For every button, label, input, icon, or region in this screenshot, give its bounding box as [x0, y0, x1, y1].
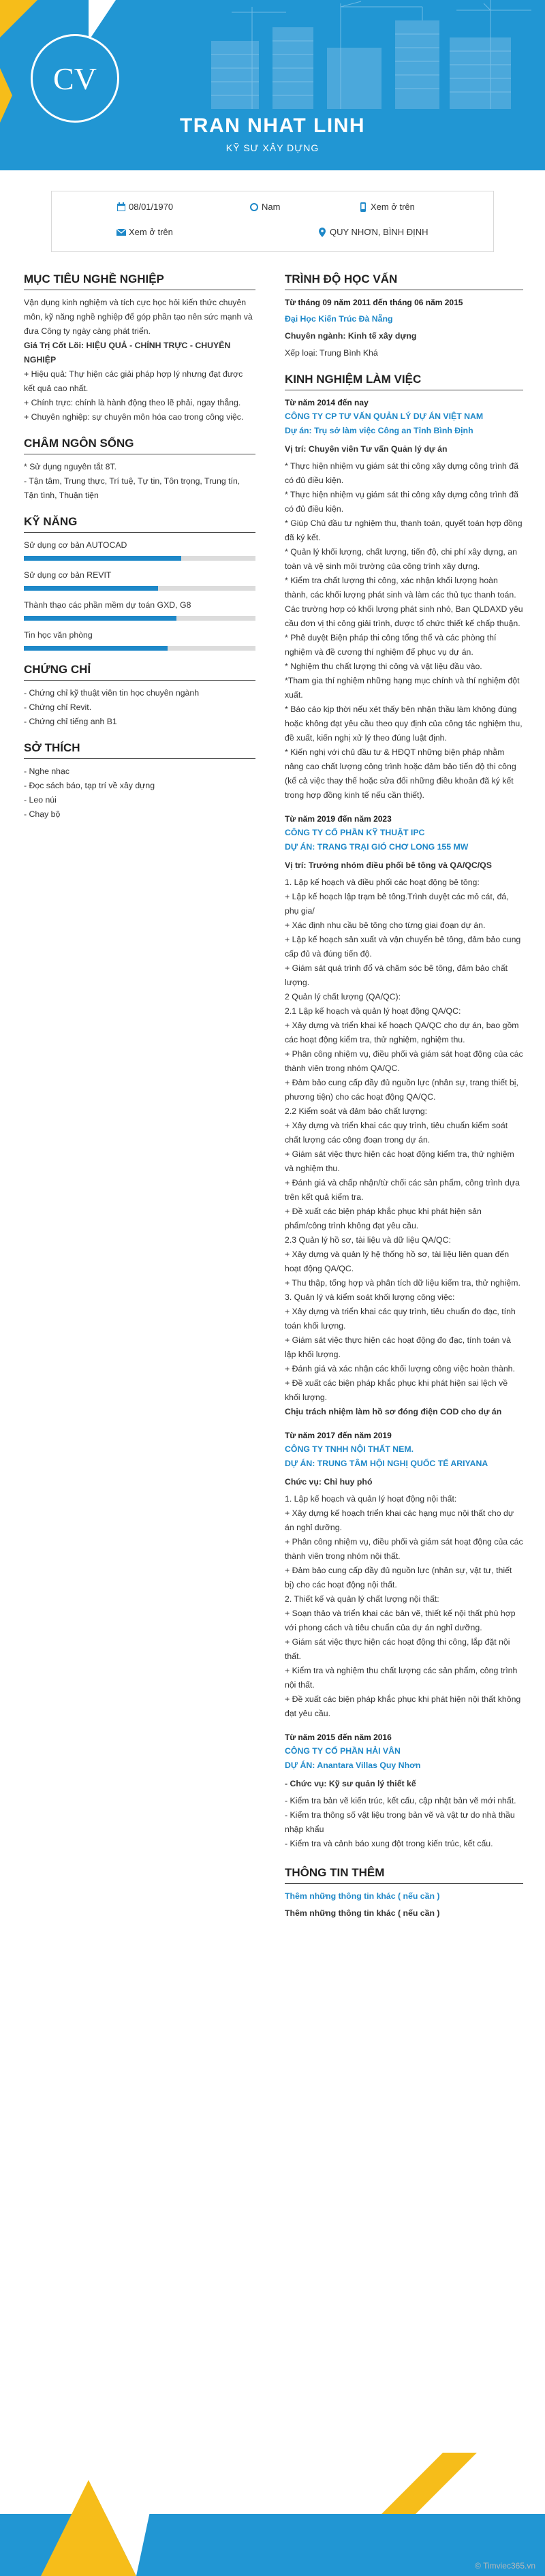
job-position: Vị trí: Chuyên viên Tư vấn Quản lý dự án — [285, 444, 448, 454]
avatar-text: CV — [53, 61, 97, 96]
job-details — [285, 1794, 523, 1851]
job-detail-line: + Lập kế hoạch sản xuất và vận chuyển bê tông, đảm bảo cung cấp đủ và đúng tiến độ. — [285, 935, 521, 959]
education-school: Đại Học Kiến Trúc Đà Nẵng — [285, 314, 393, 324]
job-detail-line: + Đảm bảo cung cấp đầy đủ nguồn lực (nhân sự, vật tư, thiết bị) cho các hoạt động nội thất. — [285, 1566, 512, 1589]
hobby-item: - Nghe nhạc — [24, 766, 69, 776]
experience-entry — [285, 396, 523, 803]
skill-label: Sử dụng cơ bản AUTOCAD — [24, 540, 127, 550]
job-company: CÔNG TY CỔ PHẦN KỸ THUẬT IPC — [285, 828, 425, 837]
objective-item: + Chính trực: chính là hành động theo lẽ phải, ngay thẳng. — [24, 398, 241, 407]
contact-gender — [249, 202, 280, 212]
job-detail-line: 3. Quản lý và kiểm soát khối lượng công việc: — [285, 1292, 455, 1302]
job-date: Từ năm 2019 đến năm 2023 — [285, 814, 392, 824]
certificates-title: CHỨNG CHỈ — [24, 663, 255, 681]
skill-bar — [24, 646, 255, 651]
job-detail-line: + Kiểm tra và nghiệm thu chất lượng các sản phẩm, công trình nội thất. — [285, 1666, 518, 1690]
job-details — [285, 1492, 523, 1721]
job-detail-line: * Giúp Chủ đầu tư nghiệm thu, thanh toán, quyết toán hợp đồng đã ký kết. — [285, 518, 523, 542]
education-title: TRÌNH ĐỘ HỌC VẤN — [285, 273, 523, 290]
job-detail-line: + Phân công nhiệm vụ, điều phối và giám sát hoạt động của các thành viên trong nhóm QA/QC. — [285, 1049, 523, 1073]
objective-item: + Hiệu quả: Thự hiện các giải pháp hợp lý nhưng đạt được kết quả cao nhất. — [24, 369, 243, 393]
job-company: CÔNG TY CP TƯ VẤN QUẢN LÝ DỰ ÁN VIỆT NAM — [285, 412, 484, 421]
job-detail-line: * Quản lý khối lượng, chất lượng, tiến độ, chi phí xây dựng, an toàn và vệ sinh môi trường của công trình xây dựng. — [285, 547, 517, 571]
job-detail-line: * Kiểm tra chất lượng thi công, xác nhận khối lượng hoàn thành, các khối lượng phát sinh và làm các thủ tục thanh toán. Các trường hợp có khối lượng phát sinh nhỏ, Ban QLDAXD yêu cầu đơn vị thi công giải trình, được tổ chức thiết kế chấp thuận. — [285, 576, 523, 628]
more-info-line: Thêm những thông tin khác ( nếu cần ) — [285, 1908, 440, 1918]
header-banner — [0, 0, 545, 170]
phone-icon — [358, 202, 368, 212]
job-detail-line: 1. Lập kế hoạch và điều phối các hoạt động bê tông: — [285, 878, 480, 887]
skill-bar — [24, 556, 255, 561]
job-detail-line: 1. Lập kế hoạch và quản lý hoạt động nội thất: — [285, 1494, 457, 1504]
corner-accent-white — [89, 0, 116, 41]
hobby-item: - Đọc sách báo, tạp trí về xây dựng — [24, 781, 155, 790]
job-title: KỸ SƯ XÂY DỰNG — [225, 142, 320, 153]
corner-accent-yellow — [0, 0, 37, 37]
skill-bar — [24, 586, 255, 591]
job-detail-line: + Đánh giá và chấp nhận/từ chối các sản phẩm, công trình dựa trên kết quả kiểm tra. — [285, 1178, 520, 1202]
job-detail-line: + Giám sát việc thực hiện các hoạt động kiểm tra, thử nghiệm và nghiệm thu. — [285, 1149, 514, 1173]
job-project: DỰ ÁN: Anantara Villas Quy Nhơn — [285, 1760, 421, 1770]
job-detail-line: * Kiến nghị với chủ đầu tư & HĐQT những biện pháp nhằm nâng cao chất lượng công trình hoặc đảm bảo tiến độ thi công (kể cả việc thay thế hoặc sửa đổi những điều khoản đã ký kết trong hợp đồng kinh tế nếu cần thiết). — [285, 747, 516, 800]
job-position: Chức vụ: Chỉ huy phó — [285, 1477, 373, 1487]
construction-skyline-illustration — [170, 0, 545, 109]
avatar — [31, 34, 119, 123]
job-detail-line: + Xây dựng và triển khai các quy trình, tiêu chuẩn đo đạc, tính toán khối lượng. — [285, 1307, 516, 1331]
skills-title: KỸ NĂNG — [24, 515, 255, 533]
gender-icon — [249, 202, 259, 212]
job-detail-line: + Soạn thảo và triển khai các bản vẽ, thiết kế nội thất phù hợp với phong cách và tiêu chuẩn của dự án nghỉ dưỡng. — [285, 1609, 516, 1632]
skill-item — [24, 628, 255, 651]
location-icon — [317, 228, 327, 237]
job-company: CÔNG TY CỔ PHẦN HẢI VÂN — [285, 1746, 401, 1756]
job-date: Từ năm 2014 đến nay — [285, 398, 369, 407]
job-detail-line: - Kiểm tra bản vẽ kiến trúc, kết cấu, cập nhật bản vẽ mới nhất. — [285, 1796, 516, 1805]
job-detail-line: + Xây dựng và triển khai kế hoạch QA/QC cho dự án, bao gồm các hoạt động kiểm tra, thử nghiệm, nghiệm thu. — [285, 1021, 519, 1044]
job-detail-line: + Đảm bảo cung cấp đầy đủ nguồn lực (nhân sự, trang thiết bị, phương tiện) cho các hoạt động QA/QC. — [285, 1078, 518, 1102]
job-detail-line: + Giám sát việc thực hiện các hoạt động thi công, lắp đặt nội thất. — [285, 1637, 510, 1661]
job-detail-line: - Kiểm tra và cảnh báo xung đột trong kiến trúc, kết cấu. — [285, 1839, 493, 1848]
job-detail-line: + Xây dựng và triển khai các quy trình, tiêu chuẩn kiểm soát chất lượng các công đoạn trong dự án. — [285, 1121, 508, 1145]
skill-bar-fill — [24, 616, 176, 621]
job-position: Vị trí: Trưởng nhóm điều phối bê tông và QA/QC/QS — [285, 860, 492, 870]
job-detail-line: + Đề xuất các biện pháp khắc phục khi phát hiện nội thất không đạt yêu cầu. — [285, 1694, 521, 1718]
birthday-value: 08/01/1970 — [129, 202, 174, 212]
job-position: - Chức vụ: Kỹ sư quản lý thiết kế — [285, 1779, 416, 1788]
job-detail-line: 2.2 Kiểm soát và đảm bảo chất lượng: — [285, 1106, 428, 1116]
job-detail-line: + Giám sát quá trình đổ và chăm sóc bê tông, đảm bảo chất lượng. — [285, 963, 508, 987]
contact-birthday — [116, 202, 173, 212]
job-detail-line: + Lập kế hoạch lập trạm bê tông.Trình duyệt các mỏ cát, đá, phụ gia/ — [285, 892, 509, 916]
contact-box — [51, 191, 494, 252]
education-date: Từ tháng 09 năm 2011 đến tháng 06 năm 2015 — [285, 298, 463, 307]
motto-line: * Sử dụng nguyên tắt 8T. — [24, 462, 117, 471]
calendar-icon — [116, 202, 126, 212]
certificate-item: - Chứng chỉ kỹ thuật viên tin học chuyên ngành — [24, 688, 200, 698]
job-detail-line: - Kiểm tra thông số vật liệu trong bản vẽ và vật tư do nhà thầu nhập khẩu — [285, 1810, 515, 1834]
certificate-item: - Chứng chỉ Revit. — [24, 702, 92, 712]
job-detail-line: + Giám sát việc thực hiện các hoạt động đo đạc, tính toán và lập khối lượng. — [285, 1335, 511, 1359]
hobbies-title: SỞ THÍCH — [24, 741, 255, 759]
skill-item — [24, 598, 255, 621]
job-detail-line: 2 Quản lý chất lượng (QA/QC): — [285, 992, 401, 1002]
core-values: Giá Trị Cốt Lõi: HIỆU QUẢ - CHÍNH TRỰC - CHUYÊN NGHIỆP — [24, 341, 231, 364]
skill-item — [24, 538, 255, 561]
experience-entry — [285, 1731, 523, 1851]
job-detail-line: 2.3 Quản lý hồ sơ, tài liệu và dữ liệu QA/QC: — [285, 1235, 451, 1245]
contact-address — [317, 227, 429, 237]
contact-phone — [358, 202, 415, 212]
hobby-item: - Leo núi — [24, 795, 57, 805]
job-detail-line: + Đề xuất các biện pháp khắc phục khi phát hiện sản phẩm/công trình không đạt yêu cầu. — [285, 1207, 482, 1230]
address-value: QUY NHƠN, BÌNH ĐỊNH — [330, 227, 429, 237]
objective-item: + Chuyên nghiệp: sự chuyên môn hóa cao trong công việc. — [24, 412, 244, 422]
job-detail-line: + Đề xuất các biện pháp khắc phục khi phát hiện sai lệch về khối lượng. — [285, 1378, 508, 1402]
job-detail-line: *Tham gia thí nghiệm những hạng mục chính và thí nghiệm đột xuất. — [285, 676, 520, 700]
job-detail-line: * Thực hiện nhiệm vụ giám sát thi công xây dựng công trình đã có đủ điều kiện. — [285, 490, 518, 514]
experience-entry — [285, 1429, 523, 1721]
certificate-item: - Chứng chỉ tiếng anh B1 — [24, 717, 117, 726]
education-major: Chuyên ngành: Kinh tế xây dựng — [285, 331, 417, 341]
more-info-title: THÔNG TIN THÊM — [285, 1866, 523, 1884]
job-detail-line: * Thực hiện nhiệm vụ giám sát thi công xây dựng công trình đã có đủ điều kiện. — [285, 461, 518, 485]
phone-value[interactable]: Xem ở trên — [371, 202, 415, 212]
job-detail-line: 2. Thiết kế và quản lý chất lượng nội thất: — [285, 1594, 439, 1604]
contact-email — [116, 227, 173, 237]
job-detail-line: + Xây dựng kế hoạch triển khai các hạng mục nội thất cho dự án nghỉ dưỡng. — [285, 1508, 514, 1532]
job-detail-line: + Xác định nhu cầu bê tông cho từng giai đoạn dự án. — [285, 920, 486, 930]
job-details — [285, 459, 523, 803]
job-detail-line: + Phân công nhiệm vụ, điều phối và giám sát hoạt động của các thành viên trong nhóm nội thất. — [285, 1537, 523, 1561]
left-column — [24, 273, 255, 822]
skill-bar — [24, 616, 255, 621]
job-details — [285, 875, 523, 1405]
footer-graphic — [0, 2453, 545, 2576]
email-icon — [116, 228, 126, 237]
job-company: CÔNG TY TNHH NỘI THẤT NEM. — [285, 1444, 414, 1454]
footer-decoration — [0, 2453, 545, 2576]
skill-bar-fill — [24, 556, 181, 561]
job-project: Dự án: Trụ sở làm việc Công an Tỉnh Bình Định — [285, 426, 473, 435]
skill-label: Thành thạo các phần mềm dự toán GXD, G8 — [24, 600, 191, 610]
right-column — [285, 273, 523, 1921]
objective-intro: Vận dụng kinh nghiệm và tích cực học hỏi kiến thức chuyên môn, kỹ năng nghề nghiệp để góp phần tạo nên sức mạnh và đưa Công ty ngày càng phát triển. — [24, 298, 253, 336]
skill-bar-fill — [24, 646, 168, 651]
job-detail-line: * Nghiệm thu chất lượng thi công và vật liệu đầu vào. — [285, 662, 482, 671]
job-closing: Chịu trách nhiệm làm hồ sơ đóng điện COD cho dự án — [285, 1407, 502, 1416]
experience-title: KINH NGHIỆM LÀM VIỆC — [285, 373, 523, 390]
gender-value: Nam — [262, 202, 281, 212]
skill-label: Sử dụng cơ bản REVIT — [24, 570, 112, 580]
job-detail-line: + Đánh giá và xác nhận các khối lượng công việc hoàn thành. — [285, 1364, 515, 1374]
job-detail-line: + Thu thập, tổng hợp và phân tích dữ liệu kiểm tra, thử nghiệm. — [285, 1278, 520, 1288]
job-project: DỰ ÁN: TRANG TRẠI GIÓ CHƠ LONG 155 MW — [285, 842, 469, 852]
job-project: DỰ ÁN: TRUNG TÂM HỘI NGHỊ QUỐC TẾ ARIYANA — [285, 1459, 488, 1468]
email-value[interactable]: Xem ở trên — [129, 227, 173, 237]
job-date: Từ năm 2017 đến năm 2019 — [285, 1431, 392, 1440]
job-detail-line: 2.1 Lập kế hoạch và quản lý hoạt động QA/QC: — [285, 1006, 461, 1016]
education-grade: Xếp loại: Trung Bình Khá — [285, 348, 378, 358]
watermark: © Timviec365.vn — [475, 2561, 535, 2571]
more-info-line: Thêm những thông tin khác ( nếu cần ) — [285, 1891, 440, 1901]
job-detail-line: * Báo cáo kịp thời nếu xét thấy bên nhận thầu làm không đúng hoặc không đạt yêu cầu theo quy định của công tác nghiệm thu, đề xuất, kiến nghị xử lý theo đúng luật định. — [285, 704, 523, 743]
skill-bar-fill — [24, 586, 158, 591]
job-date: Từ năm 2015 đến năm 2016 — [285, 1733, 392, 1742]
hobby-item: - Chạy bộ — [24, 809, 61, 819]
candidate-name: TRAN NHAT LINH — [179, 114, 366, 137]
experience-entry — [285, 812, 523, 1419]
skill-label: Tin học văn phòng — [24, 630, 93, 640]
job-detail-line: * Phê duyệt Biện pháp thi công tổng thể và các phòng thí nghiệm và đề cương thí nghiệm để phục vụ dự án. — [285, 633, 497, 657]
skill-item — [24, 568, 255, 591]
motto-title: CHÂM NGÔN SỐNG — [24, 437, 255, 454]
objective-title: MỤC TIÊU NGHỀ NGHIỆP — [24, 273, 255, 290]
motto-line: - Tận tâm, Trung thực, Trí tuệ, Tự tin, Tôn trọng, Trung tín, Tận tình, Thuận tiện — [24, 476, 240, 500]
job-detail-line: + Xây dựng và quản lý hệ thống hồ sơ, tài liệu liên quan đến hoạt động QA/QC. — [285, 1250, 510, 1273]
